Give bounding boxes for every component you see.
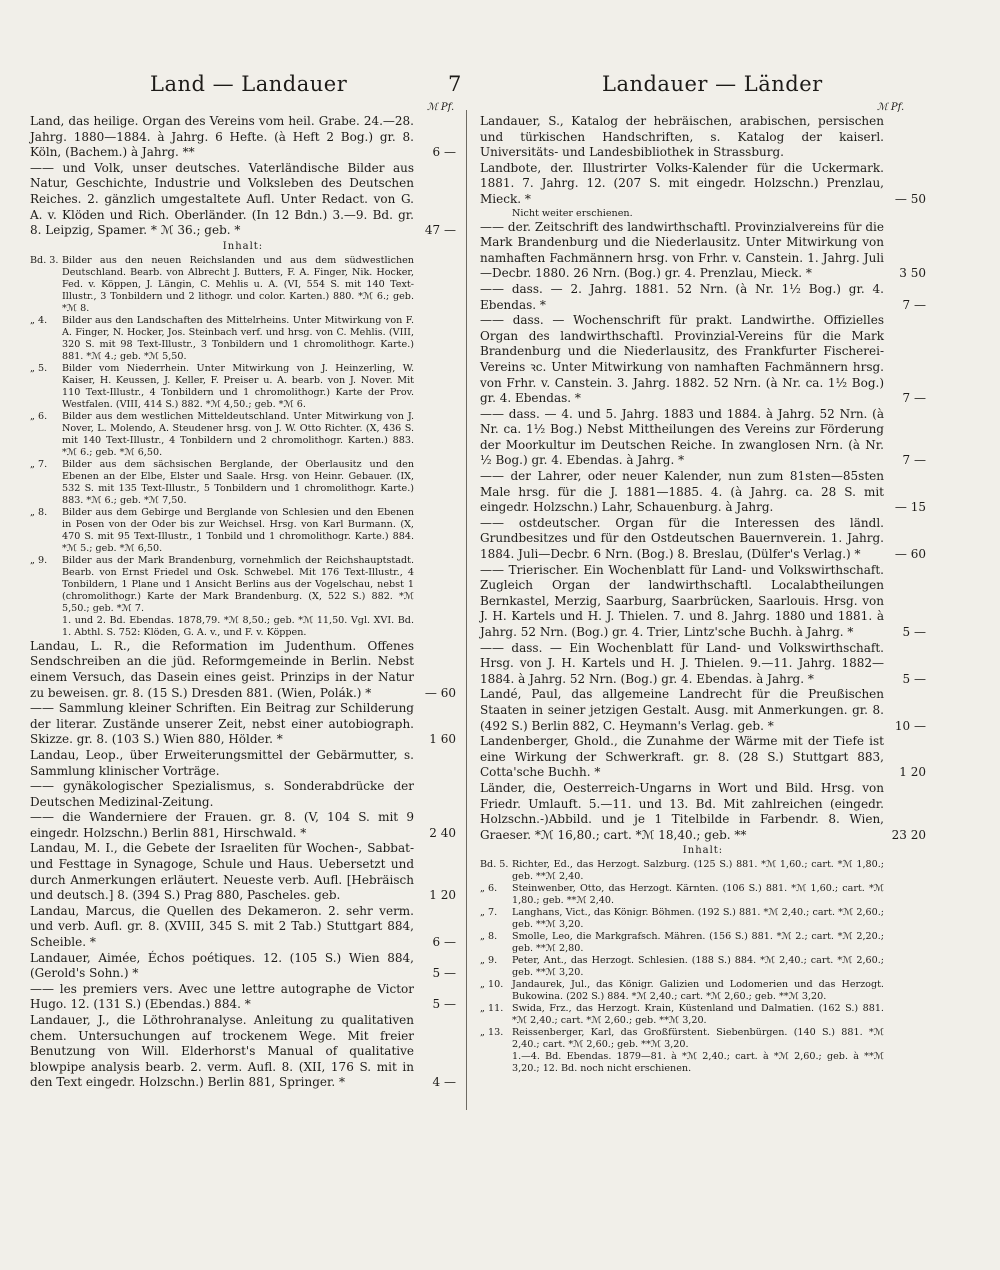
- catalog-subentry: [480, 979, 926, 1003]
- catalog-entry: [30, 810, 456, 841]
- catalog-subentry: [480, 883, 926, 907]
- entry-text: Bilder aus der Mark Brandenburg, vornehmlich der Reichshauptstadt. Bearb. von Ernst Friedel und Osk. Schwebel. Mit 176 Text-Illustr., 4 Tonbildern, 1 Plane und 1 Ansicht Berlins aus der Vogelschau, nebst 1 (chromolithogr.) Karte der Mark Brandenburg. (X, 522 S.) 882. *ℳ 5,50.; geb. *ℳ 7.: [62, 554, 414, 614]
- entry-price: 4 —: [432, 1075, 456, 1090]
- contents-heading: Inhalt:: [222, 240, 264, 252]
- entry-text: —— der. Zeitschrift des landwirthschaftl. Provinzialvereins für die Mark Brandenburg und die Niederlausitz. Unter Mitwirkung von namhaften Fachmännern hrsg. von Frhr. v. Canstein. 1. Jahrg. Juli—Decbr. 1880. 26 Nrn. (Bog.) gr. 4. Prenzlau, Mieck. *: [480, 219, 884, 281]
- page-number: 7: [448, 72, 462, 96]
- entry-price: 5 —: [902, 625, 926, 639]
- entry-text: Landau, L. R., die Reformation im Judenthum. Offenes Sendschreiben an die jüd. Reformgemeinde in Berlin. Nebst einem Versuch, das Dasein eines geist. Prinzips in der Natur zu beweisen. gr. 8. (15 S.) Dresden 881. (Wien, Polák.) *: [30, 638, 414, 700]
- entry-text: Nicht weiter erschienen.: [512, 207, 633, 219]
- entry-text: Länder, die, Oesterreich-Ungarns in Wort und Bild. Hrsg. von Friedr. Umlauft. 5.—11. und 13. Bd. Mit zahlreichen (eingedr. Holzschn.-)Abbild. und je 1 Titelbilde in Farbendr. 8. Wien, Graeser. *ℳ 16,80.; cart. *ℳ 18,40.; geb. **: [480, 780, 884, 842]
- entry-text: Smolle, Leo, die Markgrafsch. Mähren. (156 S.) 881. *ℳ 2.; cart. *ℳ 2,20.; geb. **ℳ 2,80.: [512, 931, 884, 955]
- volume-number: „ 8.: [30, 506, 48, 518]
- entry-text: Landau, Leop., über Erweiterungsmittel der Gebärmutter, s. Sammlung klinischer Vorträge.: [30, 747, 414, 778]
- entry-text: Langhans, Vict., das Königr. Böhmen. (192 S.) 881. *ℳ 2,40.; cart. *ℳ 2,60.; geb. **ℳ 3,20.: [512, 907, 884, 931]
- currency-header-right: ℳ Pf.: [877, 102, 905, 113]
- catalog-entry: [480, 407, 926, 469]
- catalog-subentry: [480, 931, 926, 955]
- entry-text: Bilder aus dem sächsischen Berglande, der Oberlausitz und den Ebenen an der Elbe, Elster und Saale. Hrsg. von Heinr. Gebauer. (IX, 532 S. mit 135 Text-Illustr., 5 Tonbildern und 1 chromolithogr. Karte.) 883. *ℳ 6.; geb. *ℳ 7,50.: [62, 458, 414, 506]
- catalog-entry: [30, 841, 456, 903]
- entry-text: Jandaurek, Jul., das Königr. Galizien und Lodomerien und das Herzogt. Bukowina. (202 S.) 884. *ℳ 2,40.; cart. *ℳ 2,60.; geb. **ℳ 3,20.: [512, 979, 884, 1003]
- catalog-subentry: [30, 555, 456, 615]
- entry-text: 1.—4. Bd. Ebendas. 1879—81. à *ℳ 2,40.; cart. à *ℳ 2,60.; geb. à **ℳ 3,20.; 12. Bd. noch nicht erschienen.: [512, 1051, 884, 1075]
- entry-text: —— der Lahrer, oder neuer Kalender, nun zum 81sten—85sten Male hrsg. für die J. 1881—1885. 4. (à Jahrg. ca. 28 S. mit eingedr. Holzschn.) Lahr, Schauenburg. à Jahrg.: [480, 469, 884, 515]
- entry-text: Landauer, Aimée, Échos poétiques. 12. (105 S.) Wien 884, (Gerold's Sohn.) *: [30, 950, 414, 981]
- catalog-subentry: [480, 1003, 926, 1027]
- entry-text: —— dass. — Ein Wochenblatt für Land- und Volkswirthschaft. Hrsg. von J. H. Kartels und H. J. Thielen. 9.—11. Jahrg. 1882—1884. à Jahrg. 52 Nrn. (Bog.) gr. 4. Ebendas. à Jahrg. *: [480, 640, 884, 686]
- entry-text: Reissenberger, Karl, das Großfürstent. Siebenbürgen. (140 S.) 881. *ℳ 2,40.; cart. *ℳ 2,60.; geb. **ℳ 3,20.: [512, 1027, 884, 1051]
- entry-price: — 60: [894, 547, 926, 562]
- entry-text: Peter, Ant., das Herzogt. Schlesien. (188 S.) 884. *ℳ 2,40.; cart. *ℳ 2,60.; geb. **ℳ 3,20.: [512, 955, 884, 979]
- currency-header-left: ℳ Pf.: [427, 102, 455, 113]
- volume-number: Bd. 3.: [30, 254, 59, 266]
- entry-price: 7 —: [902, 297, 926, 312]
- catalog-subentry: [480, 859, 926, 883]
- catalog-entry: [30, 114, 456, 161]
- catalog-subentry: [30, 615, 456, 639]
- entry-price: — 60: [424, 685, 456, 700]
- catalog-subentry: [30, 459, 456, 507]
- entry-text: Bilder aus dem Gebirge und Berglande von Schlesien und den Ebenen in Posen von der Oder bis zur Weichsel. Hrsg. von Karl Burmann. (X, 470 S. mit 95 Text-Illustr., 1 Tonbild und 1 chromolithogr. Karte.) 884. *ℳ 5.; geb. *ℳ 6,50.: [62, 506, 414, 554]
- entry-text: Landé, Paul, das allgemeine Landrecht für die Preußischen Staaten in seiner jetzigen Gestalt. Ausg. mit Anmerkungen. gr. 8. (492 S.) Berlin 882, C. Heymann's Verlag. geb. *: [480, 687, 884, 733]
- entry-text: Landauer, J., die Löthrohranalyse. Anleitung zu qualitativen chem. Untersuchungen auf trockenem Wege. Mit freier Benutzung von Will. Elderhorst's Manual of qualitative blowpipe analysis bearb. 2. verm. Aufl. 8. (XII, 176 S. mit in den Text eingedr. Holzschn.) Berlin 881, Springer. *: [30, 1013, 414, 1090]
- volume-number: „ 6.: [480, 883, 498, 895]
- entry-price: 2 40: [429, 825, 456, 840]
- entry-price: — 15: [894, 500, 926, 515]
- catalog-entry: [480, 282, 926, 313]
- entry-text: —— Sammlung kleiner Schriften. Ein Beitrag zur Schilderung der literar. Zustände unserer Zeit, nebst einer autobiograph. Skizze. gr. 8. (103 S.) Wien 880, Hölder. *: [30, 701, 414, 747]
- entry-text: Steinwenber, Otto, das Herzogt. Kärnten. (106 S.) 881. *ℳ 1,60.; cart. *ℳ 1,80.; geb. **ℳ 2,40.: [512, 883, 884, 907]
- catalog-subentry: [480, 208, 926, 220]
- contents-heading: Inhalt:: [682, 845, 724, 857]
- catalog-subentry: [480, 955, 926, 979]
- entry-text: —— dass. — Wochenschrift für prakt. Landwirthe. Offizielles Organ des landwirthschaftl. Provinzial-Vereins für die Mark Brandenburg und die Niederlausitz, des Frankfurter Fischerei-Vereins ꝛc. Unter Mitwirkung von namhaften Fachmännern hrsg. von Frhr. v. Canstein. 3. Jahrg. 1882. 52 Nrn. (à Nr. ca. 1½ Bog.) gr. 4. Ebendas. *: [480, 313, 884, 406]
- volume-number: „ 9.: [480, 955, 498, 967]
- catalog-subentry: [30, 315, 456, 363]
- entry-price: 5 —: [432, 966, 456, 981]
- catalog-subentry: [30, 363, 456, 411]
- catalog-entry: [480, 220, 926, 282]
- entry-price: 5 —: [902, 671, 926, 686]
- catalog-entry: [480, 687, 926, 734]
- entry-text: —— dass. — 4. und 5. Jahrg. 1883 und 1884. à Jahrg. 52 Nrn. (à Nr. ca. 1½ Bog.) Nebst Mittheilungen des Vereins zur Förderung der Moorkultur im Deutschen Reiche. In zwanglosen Nrn. (à Nr. ½ Bog.) gr. 4. Ebendas. à Jahrg. *: [480, 406, 884, 468]
- right-column: [480, 114, 926, 1075]
- catalog-subentry: [480, 907, 926, 931]
- catalog-entry: [30, 639, 456, 701]
- catalog-entry: [30, 904, 456, 951]
- entry-price: 1 60: [429, 732, 456, 747]
- entry-text: Bilder aus den neuen Reichslanden und aus dem südwestlichen Deutschland. Bearb. von Albrecht J. Butters, F. A. Finger, Nik. Hocker, Fed. v. Köppen, J. Längin, C. Mehlis u. A. (VI, 554 S. mit 140 Text-Illustr., 3 Tonbildern und 2 lithogr. und color. Karten.) 880. *ℳ 6.; geb. *ℳ 8.: [62, 254, 414, 314]
- catalog-subentry: [480, 1051, 926, 1075]
- entry-price: — 50: [894, 191, 926, 206]
- entry-price: 23 20: [891, 827, 926, 842]
- entry-text: Landau, M. I., die Gebete der Israeliten für Wochen-, Sabbat- und Festtage in Synagoge, Schule und Haus. Uebersetzt und durch Anmerkungen erläutert. Neueste verb. Aufl. [Hebräisch und deutsch.] 8. (394 S.) Prag 880, Pascheles. geb.: [30, 841, 414, 903]
- volume-number: „ 7.: [30, 458, 48, 470]
- entry-price: 7 —: [902, 453, 926, 468]
- entry-text: Richter, Ed., das Herzogt. Salzburg. (125 S.) 881. *ℳ 1,60.; cart. *ℳ 1,80.; geb. **ℳ 2,40.: [512, 859, 884, 883]
- entry-price: 6 —: [432, 145, 456, 160]
- volume-number: „ 10.: [480, 979, 504, 991]
- catalog-entry: [30, 1013, 456, 1091]
- entry-price: 1 20: [429, 888, 456, 903]
- entry-text: —— gynäkologischer Spezialismus, s. Sonderabdrücke der Deutschen Medizinal-Zeitung.: [30, 779, 414, 809]
- catalog-entry: [30, 951, 456, 982]
- entry-text: 1. und 2. Bd. Ebendas. 1878,79. *ℳ 8,50.; geb. *ℳ 11,50. Vgl. XVI. Bd. 1. Abthl. S. 752: Klöden, G. A. v., und F. v. Köppen.: [62, 614, 414, 638]
- volume-number: Bd. 5.: [480, 859, 509, 871]
- entry-text: Bilder aus dem westlichen Mitteldeutschland. Unter Mitwirkung von J. Nover, L. Molendo, A. Steudener hrsg. von J. W. Otto Richter. (X, 436 S. mit 140 Text-Illustr., 4 Tonbildern und 2 chromolithogr. Karten.) 883. *ℳ 6.; geb. *ℳ 6,50.: [62, 410, 414, 458]
- entry-text: —— ostdeutscher. Organ für die Interessen des ländl. Grundbesitzes und für den Ostdeutschen Bauernverein. 1. Jahrg. 1884. Juli—Decbr. 6 Nrn. (Bog.) 8. Breslau, (Dülfer's Verlag.) *: [480, 515, 884, 562]
- entry-price: 3 50: [899, 266, 926, 281]
- volume-number: „ 13.: [480, 1027, 504, 1039]
- entry-text: Landbote, der. Illustrirter Volks-Kalender für die Uckermark. 1881. 7. Jahrg. 12. (207 S. mit eingedr. Holzschn.) Prenzlau, Mieck. *: [480, 160, 884, 206]
- volume-number: „ 6.: [30, 410, 48, 422]
- catalog-entry: [30, 779, 456, 810]
- entry-text: —— und Volk, unser deutsches. Vaterländische Bilder aus Natur, Geschichte, Industrie und Volksleben des Deutschen Reiches. 2. gänzlich umgestaltete Aufl. Unter Redact. von G. A. v. Klöden und Rich. Oberländer. (In 12 Bdn.) 3.—9. Bd. gr. 8. Leipzig, Spamer. * ℳ 36.; geb. *: [30, 160, 414, 238]
- left-column: [30, 114, 456, 1091]
- catalog-entry: [480, 114, 926, 161]
- entry-text: Bilder vom Niederrhein. Unter Mitwirkung von J. Heinzerling, W. Kaiser, H. Keussen, J. Keller, F. Preiser u. A. bearb. von J. Nover. Mit 110 Text-Illustr., 4 Tonbildern und 1 chromolithogr.) Karte der Prov. Westfalen. (VIII, 414 S.) 882. *ℳ 4,50.; geb. *ℳ 6.: [62, 362, 414, 410]
- entry-text: —— die Wanderniere der Frauen. gr. 8. (V, 104 S. mit 9 eingedr. Holzschn.) Berlin 881, Hirschwald. *: [30, 810, 414, 840]
- volume-number: „ 9.: [30, 554, 48, 566]
- volume-number: „ 5.: [30, 362, 48, 374]
- catalog-subentry: [30, 255, 456, 315]
- volume-number: „ 7.: [480, 907, 498, 919]
- running-head-left: Land — Landauer: [150, 72, 348, 96]
- entry-price: 10 —: [894, 718, 926, 733]
- running-head-right: Landauer — Länder: [602, 72, 823, 96]
- catalog-entry: [30, 701, 456, 748]
- catalog-entry: [480, 781, 926, 843]
- volume-number: „ 4.: [30, 314, 48, 326]
- entry-price: 7 —: [902, 391, 926, 406]
- volume-number: „ 8.: [480, 931, 498, 943]
- entry-text: —— les premiers vers. Avec une lettre autographe de Victor Hugo. 12. (131 S.) (Ebendas.) 884. *: [30, 981, 414, 1012]
- entry-price: 6 —: [432, 935, 456, 950]
- entry-text: Swida, Frz., das Herzogt. Krain, Küstenland und Dalmatien. (162 S.) 881. *ℳ 2,40.; cart. *ℳ 2,60.; geb. **ℳ 3,20.: [512, 1003, 884, 1027]
- entry-price: 1 20: [899, 765, 926, 780]
- catalog-entry: [480, 563, 926, 641]
- catalog-entry: [30, 982, 456, 1013]
- entry-text: Bilder aus den Landschaften des Mittelrheins. Unter Mitwirkung von F. A. Finger, N. Hocker, Jos. Steinbach verf. und hrsg. von C. Mehlis. (VIII, 320 S. mit 98 Text-Illustr., 3 Tonbildern und 1 chromolithogr. Karte.) 881. *ℳ 4.; geb. *ℳ 5,50.: [62, 314, 414, 362]
- entry-text: —— dass. — 2. Jahrg. 1881. 52 Nrn. (à Nr. 1½ Bog.) gr. 4. Ebendas. *: [480, 281, 884, 312]
- catalog-entry: [480, 516, 926, 563]
- entry-text: Land, das heilige. Organ des Vereins vom heil. Grabe. 24.—28. Jahrg. 1880—1884. à Jahrg. 6 Hefte. (à Heft 2 Bog.) gr. 8. Köln, (Bachem.) à Jahrg. **: [30, 114, 414, 160]
- catalog-entry: [480, 641, 926, 688]
- entry-text: Landau, Marcus, die Quellen des Dekameron. 2. sehr verm. und verb. Aufl. gr. 8. (XVIII, 345 S. mit 2 Tab.) Stuttgart 884, Scheible. *: [30, 903, 414, 950]
- entry-price: 5 —: [432, 997, 456, 1012]
- entry-text: —— Trierischer. Ein Wochenblatt für Land- und Volkswirthschaft. Zugleich Organ der landwirthschaftl. Localabtheilungen Bernkastel, Merzig, Saarburg, Saarbrücken, Saarlouis. Hrsg. von J. H. Kartels und H. J. Thielen. 7. und 8. Jahrg. 1880 und 1881. à Jahrg. 52 Nrn. (Bog.) gr. 4. Trier, Lintz'sche Buchh. à Jahrg. *: [480, 562, 884, 639]
- catalog-subentry: [30, 507, 456, 555]
- catalog-entry: [480, 161, 926, 208]
- entry-text: Landauer, S., Katalog der hebräischen, arabischen, persischen und türkischen Handschriften, s. Katalog der kaiserl. Universitäts- und Landesbibliothek in Strassburg.: [480, 114, 884, 160]
- entry-price: 47 —: [424, 223, 456, 238]
- catalog-entry: [30, 161, 456, 239]
- catalog-subentry: [480, 1027, 926, 1051]
- catalog-entry: [30, 748, 456, 779]
- volume-number: „ 11.: [480, 1003, 504, 1015]
- entry-text: Landenberger, Ghold., die Zunahme der Wärme mit der Tiefe ist eine Wirkung der Schwerkraft. gr. 8. (28 S.) Stuttgart 883, Cotta'sche Buchh. *: [480, 734, 884, 780]
- column-divider: [466, 110, 467, 1110]
- catalog-entry: [480, 734, 926, 781]
- catalog-entry: [480, 469, 926, 516]
- catalog-subentry: [30, 411, 456, 459]
- catalog-entry: [480, 313, 926, 407]
